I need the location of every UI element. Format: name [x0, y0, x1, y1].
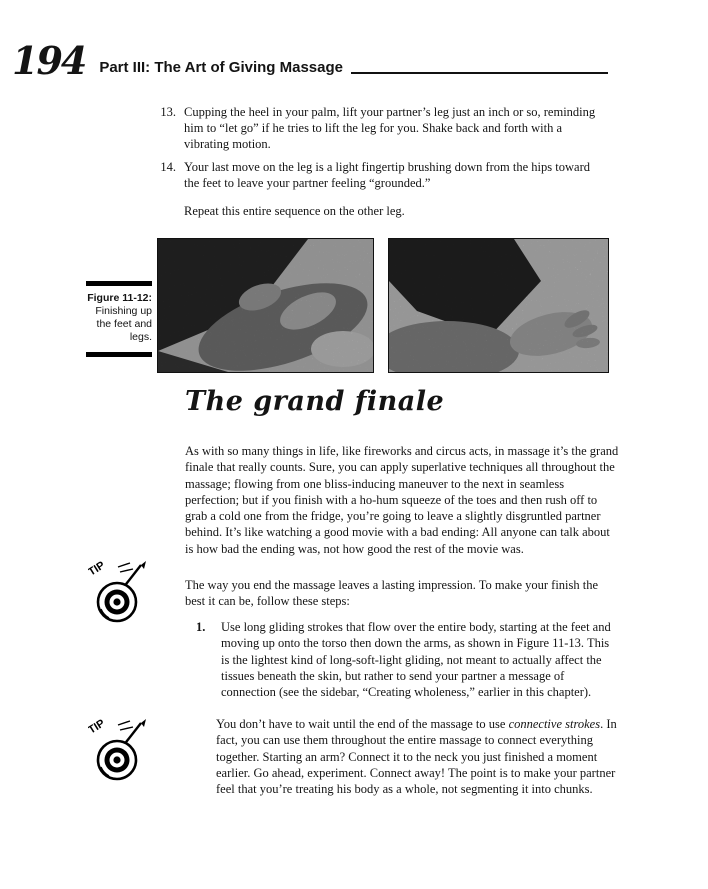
list-item-number: 14. — [160, 160, 176, 174]
figure-photo-left — [157, 238, 374, 373]
list-item-text: Your last move on the leg is a light fingertip brushing down from the hips toward the feet to leave your partner feeling “grounded.” — [184, 160, 590, 190]
page-header — [12, 38, 608, 83]
header-rule — [351, 72, 608, 74]
figure-label: Figure 11-12: — [87, 292, 152, 304]
tip2-text-post: . In fact, you can use them throughout the entire massage to connect everything together. Starting an arm? Connect it to the neck you just finished a moment earlier. Go ahead, experiment. Connect away! The point is to make your partner feel that you’re treating his body as a whole, not segmenting it into chunks. — [216, 717, 617, 797]
tip-label: TIP — [88, 719, 108, 737]
massage-photo-left — [158, 239, 373, 372]
list-item-text: Cupping the heel in your palm, lift your partner’s leg just an inch or so, reminding him to “let go” if he tries to lift the leg for you. Shake back and forth with a vibrating motion. — [184, 105, 596, 151]
figure-caption-text: Finishing up the feet and legs. — [95, 305, 152, 343]
repeat-note: Repeat this entire sequence on the other leg. — [184, 204, 405, 218]
tip2-text-italic: connective strokes — [508, 717, 601, 731]
tip2-text-pre: You don’t have to wait until the end of the massage to use — [216, 717, 509, 731]
paragraph-tip-connective — [216, 716, 622, 797]
massage-photo-right — [389, 239, 608, 372]
step-number: 1. — [196, 620, 206, 634]
step-text: Use long gliding strokes that flow over the entire body, starting at the feet and moving up onto the torso then down the arms, as shown in Figure 11-13. This is the lightest kind of long-soft-light gliding, not meant to actually affect the tissues beneath the skin, but rather to send your partner a message of connection (see the sidebar, “Creating wholeness,” earlier in this chapter). — [221, 620, 611, 700]
caption-rule-bottom — [86, 352, 152, 357]
figure-photo-right — [388, 238, 609, 373]
numbered-steps — [150, 104, 608, 219]
tip-label: TIP — [88, 561, 108, 579]
running-head: Part III: The Art of Giving Massage — [99, 59, 343, 76]
page-number: 194 — [12, 38, 86, 83]
caption-rule-top — [86, 281, 152, 286]
tip-icon — [88, 561, 148, 623]
paragraph-finale: As with so many things in life, like fireworks and circus acts, in massage it’s the grand finale that really counts. Sure, you can apply superlative techniques all throughout the massage; flowing from one bliss-inducing maneuver to the next in seamless perfection; but if you finish with a ho-hum squeeze of the toes and then rush off to grab a cold one from the fridge, you’re going to leave a slightly disgruntled partner behind. It’s like watching a good movie with a bad ending: All anyone can talk about is how bad the ending was, not how good the rest of the movie was. — [185, 444, 619, 556]
paragraph-tip-intro: The way you end the massage leaves a lasting impression. To make your finish the best it can be, follow these steps: — [185, 578, 599, 609]
list-item — [150, 159, 608, 191]
tip-icon — [88, 719, 148, 781]
section-heading: The grand finale — [185, 386, 445, 417]
bullseye-tip-icon — [88, 561, 148, 623]
list-item-number: 13. — [160, 105, 176, 119]
figure-caption — [86, 281, 152, 357]
list-item — [150, 104, 608, 152]
bullseye-tip-icon — [88, 719, 148, 781]
numbered-step-1 — [196, 619, 620, 700]
